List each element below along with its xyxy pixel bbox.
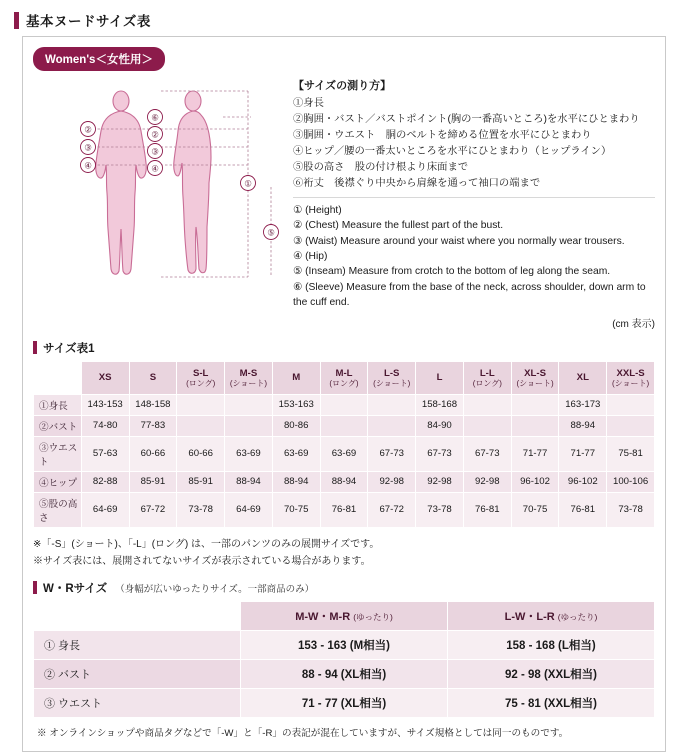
table-row xyxy=(34,471,655,492)
col-head: XL xyxy=(559,361,607,394)
cell: 67-72 xyxy=(368,492,416,527)
cell: 92-98 xyxy=(368,471,416,492)
measure-item-en: ② (Chest) Measure the fullest part of the bust. xyxy=(293,220,504,232)
callout-2b xyxy=(148,127,163,142)
cell: 100-106 xyxy=(607,471,655,492)
cell: 163-173 xyxy=(559,394,607,415)
cell xyxy=(177,394,225,415)
cell: 71-77 xyxy=(559,436,607,471)
measure-item-en: ⑤ (Inseam) Measure from crotch to the bottom of leg along the seam. xyxy=(293,266,611,278)
cell: 76-81 xyxy=(463,492,511,527)
callout-6 xyxy=(148,110,163,125)
table-row xyxy=(34,630,655,659)
callout-3 xyxy=(81,140,96,155)
left-margin-bar xyxy=(0,0,14,680)
svg-text:④: ④ xyxy=(151,163,159,174)
cell: 71-77 xyxy=(511,436,559,471)
cell: 88-94 xyxy=(272,471,320,492)
col-head: M-S (ショート) xyxy=(225,361,273,394)
svg-text:③: ③ xyxy=(151,146,159,157)
measure-item: ③胴囲・ウエスト 胴のベルトを締める位置を水平にひとまわり xyxy=(293,129,592,141)
cell: 88-94 xyxy=(225,471,273,492)
cell xyxy=(511,394,559,415)
callout-4b xyxy=(148,161,163,176)
title-accent-bar xyxy=(14,12,19,29)
col-head: XS xyxy=(81,361,129,394)
main-panel xyxy=(22,36,666,752)
cell: 158-168 xyxy=(416,394,464,415)
cell: 64-69 xyxy=(225,492,273,527)
measure-guide-list-en xyxy=(293,203,655,311)
callout-5 xyxy=(264,225,279,240)
col-head: S xyxy=(129,361,177,394)
col-head: L xyxy=(416,361,464,394)
callout-4 xyxy=(81,158,96,173)
measure-guide xyxy=(289,77,655,330)
size-table-accent-bar xyxy=(33,341,37,354)
table-row xyxy=(34,394,655,415)
cell: 143-153 xyxy=(81,394,129,415)
cell: 82-88 xyxy=(81,471,129,492)
col-head-blank xyxy=(34,361,82,394)
cell xyxy=(463,394,511,415)
measure-item: ⑤股の高さ 股の付け根より床面まで xyxy=(293,161,469,173)
page-title: 基本ヌードサイズ表 xyxy=(26,14,151,29)
cell: 73-78 xyxy=(607,492,655,527)
wr-subheading: （身幅が広いゆったりサイズ。一部商品のみ） xyxy=(115,583,315,595)
measure-item: ⑥裄丈 後襟ぐり中央から肩線を通って袖口の端まで xyxy=(293,177,541,189)
col-head: M xyxy=(272,361,320,394)
cell xyxy=(177,415,225,436)
body-figure xyxy=(33,77,283,292)
col-head-blank xyxy=(34,601,241,630)
row-label: ③ ウエスト xyxy=(34,688,241,717)
cell: 64-69 xyxy=(81,492,129,527)
cell: 75 - 81 (XXL相当) xyxy=(448,688,655,717)
cell: 71 - 77 (XL相当) xyxy=(241,688,448,717)
cell: 73-78 xyxy=(177,492,225,527)
cell xyxy=(607,394,655,415)
col-head: L-S (ショート) xyxy=(368,361,416,394)
cell: 73-78 xyxy=(416,492,464,527)
note-line: ※「-S」(ショート)、「-L」(ロング) は、一部のパンツのみの展開サイズです。 xyxy=(33,538,380,550)
row-label: ① 身長 xyxy=(34,630,241,659)
table-header-row xyxy=(34,601,655,630)
cell: 85-91 xyxy=(177,471,225,492)
svg-text:③: ③ xyxy=(84,142,92,153)
measure-item-en: ① (Height) xyxy=(293,204,342,216)
cell: 92-98 xyxy=(463,471,511,492)
front-figure-icon xyxy=(96,91,147,274)
svg-text:⑥: ⑥ xyxy=(151,112,159,123)
unit-note: (cm 表示) xyxy=(612,318,655,330)
cell: 63-69 xyxy=(225,436,273,471)
col-head: L-W・L-R (ゆったり) xyxy=(448,601,655,630)
cell: 153 - 163 (M相当) xyxy=(241,630,448,659)
cell: 153-163 xyxy=(272,394,320,415)
cell: 67-73 xyxy=(463,436,511,471)
cell: 63-69 xyxy=(320,436,368,471)
table-header-row xyxy=(34,361,655,394)
wr-heading-row xyxy=(33,580,655,596)
cell: 70-75 xyxy=(272,492,320,527)
table-row xyxy=(34,492,655,527)
cell: 67-73 xyxy=(368,436,416,471)
row-label: ⑤股の高さ xyxy=(34,492,82,527)
measure-item: ②胸囲・バスト／バストポイント(胸の一番高いところ)を水平にひとまわり xyxy=(293,113,640,125)
col-head: M-L (ロング) xyxy=(320,361,368,394)
page-title-row xyxy=(0,0,680,36)
cell: 88-94 xyxy=(559,415,607,436)
cell: 75-81 xyxy=(607,436,655,471)
measure-guide-title: 【サイズの測り方】 xyxy=(293,80,392,92)
wr-table-body xyxy=(34,630,655,717)
wr-heading: W・Rサイズ xyxy=(43,582,108,595)
cell: 80-86 xyxy=(272,415,320,436)
cell xyxy=(225,394,273,415)
cell: 148-158 xyxy=(129,394,177,415)
svg-text:①: ① xyxy=(244,178,252,189)
col-head: XL-S (ショート) xyxy=(511,361,559,394)
measure-item: ①身長 xyxy=(293,98,324,109)
top-area xyxy=(33,77,655,330)
wr-accent-bar xyxy=(33,581,37,594)
row-label: ④ヒップ xyxy=(34,471,82,492)
callout-2 xyxy=(81,122,96,137)
note-line: ※サイズ表には、展開されてないサイズが表示されている場合があります。 xyxy=(33,555,371,567)
svg-text:②: ② xyxy=(151,129,159,140)
svg-text:⑤: ⑤ xyxy=(267,227,275,238)
cell: 76-81 xyxy=(320,492,368,527)
cell: 88 - 94 (XL相当) xyxy=(241,659,448,688)
table-row xyxy=(34,659,655,688)
cell xyxy=(511,415,559,436)
cell: 67-72 xyxy=(129,492,177,527)
measure-guide-list xyxy=(293,96,655,192)
cell xyxy=(320,394,368,415)
cell: 57-63 xyxy=(81,436,129,471)
cell xyxy=(368,394,416,415)
cell: 74-80 xyxy=(81,415,129,436)
measure-item-en: ③ (Waist) Measure around your waist where you normally wear trousers. xyxy=(293,235,625,247)
col-head: L-L (ロング) xyxy=(463,361,511,394)
size-table-body xyxy=(34,394,655,527)
table-row xyxy=(34,415,655,436)
col-head: XXL-S (ショート) xyxy=(607,361,655,394)
wr-table xyxy=(33,601,655,718)
callout-1 xyxy=(241,176,256,191)
cell: 84-90 xyxy=(416,415,464,436)
cell: 85-91 xyxy=(129,471,177,492)
measure-item-en: ④ (Hip) xyxy=(293,251,328,263)
size-table xyxy=(33,361,655,528)
cell: 60-66 xyxy=(129,436,177,471)
cell: 88-94 xyxy=(320,471,368,492)
cell xyxy=(463,415,511,436)
womens-badge: Women's＜女性用＞ xyxy=(33,47,165,71)
cell xyxy=(368,415,416,436)
cell: 67-73 xyxy=(416,436,464,471)
measure-item: ④ヒップ／腰の一番太いところを水平にひとまわり（ヒップライン） xyxy=(293,145,612,157)
wr-table-head xyxy=(34,601,655,630)
row-label: ② バスト xyxy=(34,659,241,688)
cell: 158 - 168 (L相当) xyxy=(448,630,655,659)
cell: 96-102 xyxy=(559,471,607,492)
cell xyxy=(225,415,273,436)
cell: 76-81 xyxy=(559,492,607,527)
size-table-heading: サイズ表1 xyxy=(43,342,95,355)
cell: 60-66 xyxy=(177,436,225,471)
svg-text:②: ② xyxy=(84,124,92,135)
row-label: ③ウエスト xyxy=(34,436,82,471)
wr-note: ※ オンラインショップや商品タグなどで「-W」と「-R」の表記が混在していますが、サイズ規格としては同一のものです。 xyxy=(37,727,569,739)
cell: 92 - 98 (XXL相当) xyxy=(448,659,655,688)
table-row xyxy=(34,688,655,717)
col-head: M-W・M-R (ゆったり) xyxy=(241,601,448,630)
cell xyxy=(320,415,368,436)
size-table-heading-row xyxy=(33,340,655,356)
guide-divider xyxy=(293,197,655,198)
side-figure-icon xyxy=(174,91,211,273)
row-label: ②バスト xyxy=(34,415,82,436)
cell: 70-75 xyxy=(511,492,559,527)
cell: 92-98 xyxy=(416,471,464,492)
row-label: ①身長 xyxy=(34,394,82,415)
svg-text:④: ④ xyxy=(84,160,92,171)
measure-item-en: ⑥ (Sleeve) Measure from the base of the neck, across shoulder, down arm to the cuff end. xyxy=(293,281,646,309)
callout-3b xyxy=(148,144,163,159)
cell: 96-102 xyxy=(511,471,559,492)
size-table-head xyxy=(34,361,655,394)
size-table-notes xyxy=(33,536,655,570)
cell xyxy=(607,415,655,436)
table-row xyxy=(34,436,655,471)
cell: 77-83 xyxy=(129,415,177,436)
cell: 63-69 xyxy=(272,436,320,471)
col-head: S-L (ロング) xyxy=(177,361,225,394)
body-figure-svg xyxy=(33,77,283,292)
